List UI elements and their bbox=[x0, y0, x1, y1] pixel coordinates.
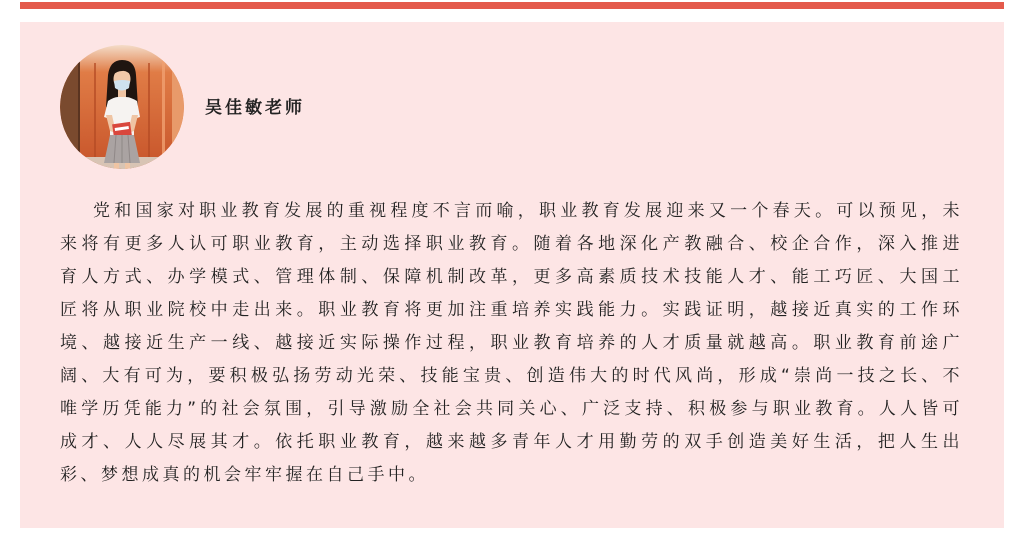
article-line: 成才、人人尽展其才。依托职业教育，越来越多青年人才用勤劳的双手创造美好生活，把人生出 bbox=[60, 432, 963, 452]
article-line: 彩、梦想成真的机会牢牢握在自己手中。 bbox=[60, 465, 429, 485]
article-line: 境、越接近生产一线、越接近实际操作过程，职业教育培养的人才质量就越高。职业教育前途广 bbox=[60, 333, 963, 353]
article-line: 匠将从职业院校中走出来。职业教育将更加注重培养实践能力。实践证明，越接近真实的工作环 bbox=[60, 300, 963, 320]
teacher-figure bbox=[104, 60, 140, 169]
article-body bbox=[60, 195, 963, 492]
article-line: 阔、大有可为，要积极弘扬劳动光荣、技能宝贵、创造伟大的时代风尚，形成“崇尚一技之长、不 bbox=[60, 366, 963, 386]
portrait-photo-icon bbox=[60, 45, 184, 169]
teacher-avatar bbox=[60, 45, 184, 169]
teacher-name: 吴佳敏老师 bbox=[205, 98, 305, 118]
top-accent-bar bbox=[20, 2, 1004, 9]
teacher-quote-card bbox=[20, 22, 1004, 528]
article-line: 来将有更多人认可职业教育，主动选择职业教育。随着各地深化产教融合、校企合作，深入推进 bbox=[60, 234, 963, 254]
article-line: 育人方式、办学模式、管理体制、保障机制改革，更多高素质技术技能人才、能工巧匠、大国工 bbox=[60, 267, 963, 287]
article-line: 党和国家对职业教育发展的重视程度不言而喻，职业教育发展迎来又一个春天。可以预见，未 bbox=[93, 201, 963, 221]
article-line: 唯学历凭能力”的社会氛围，引导激励全社会共同关心、广泛支持、积极参与职业教育。人人皆可 bbox=[60, 399, 963, 419]
